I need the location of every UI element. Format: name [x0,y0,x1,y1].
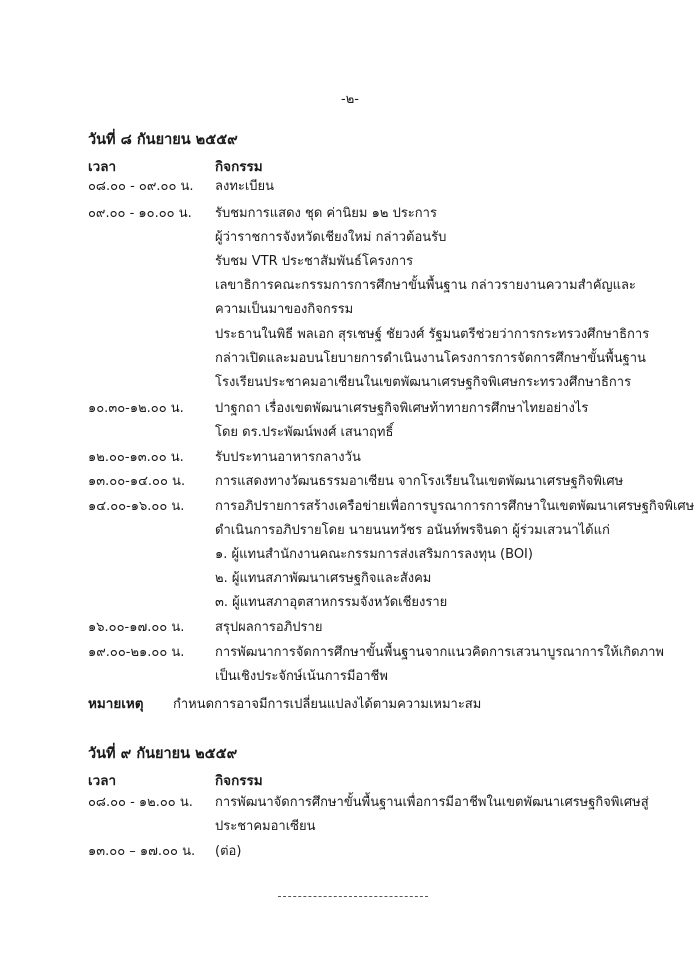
activity-line: ประชาคมอาเซียน [215,819,316,834]
activity-line: ดำเนินการอภิปรายโดย นายนนทวัชร อนันท์พรจินดา ผู้ร่วมเสวนาได้แก่ [215,523,610,538]
time-cell: ๑๙.๐๐-๒๑.๐๐ น. [88,645,185,660]
activity-line: ๑. ผู้แทนสำนักงานคณะกรรมการส่งเสริมการลงทุน (BOI) [215,547,533,562]
time-cell: ๑๓.๐๐ – ๑๗.๐๐ น. [88,844,196,859]
day1-col-activity: กิจกรรม [215,159,263,175]
time-cell: ๑๒.๐๐-๑๓.๐๐ น. [88,450,184,465]
activity-line: สรุปผลการอภิปราย [215,620,323,635]
activity-line: โรงเรียนประชาคมอาเซียนในเขตพัฒนาเศรษฐกิจพิเศษกระทรวงศึกษาธิการ [215,375,632,390]
time-cell: ๐๘.๐๐ - ๑๒.๐๐ น. [88,795,193,810]
activity-line: ประธานในพิธี พลเอก สุรเชษฐ์ ชัยวงศ์ รัฐมนตรีช่วยว่าการกระทรวงศึกษาธิการ [215,327,650,342]
page-number: -๒- [341,92,359,107]
activity-line: ๓. ผู้แทนสภาอุตสาหกรรมจังหวัดเชียงราย [215,595,448,610]
day1-col-time: เวลา [88,159,117,175]
time-cell: ๑๐.๓๐-๑๒.๐๐ น. [88,401,184,416]
activity-line: การพัฒนาการจัดการศึกษาขั้นพื้นฐานจากแนวคิดการเสวนาบูรณาการให้เกิดภาพ [215,645,664,660]
day2-col-time: เวลา [88,773,117,789]
time-cell: ๐๙.๐๐ - ๑๐.๐๐ น. [88,206,192,221]
activity-line: ๒. ผู้แทนสภาพัฒนาเศรษฐกิจและสังคม [215,571,432,586]
activity-line: การอภิปรายการสร้างเครือข่ายเพื่อการบูรณาการการศึกษาในเขตพัฒนาเศรษฐกิจพิเศษ [215,499,695,514]
note-label: หมายเหตุ [88,696,144,712]
time-cell: ๑๖.๐๐-๑๗.๐๐ น. [88,620,185,635]
activity-line: เลขาธิการคณะกรรมการการศึกษาขั้นพื้นฐาน กล่าวรายงานความสำคัญและ [215,278,636,293]
activity-line: (ต่อ) [215,844,242,859]
activity-line: การพัฒนาจัดการศึกษาขั้นพื้นฐานเพื่อการมีอาชีพในเขตพัฒนาเศรษฐกิจพิเศษสู่ [215,795,649,810]
activity-line: ความเป็นมาของกิจกรรม [215,302,354,317]
time-cell: ๐๘.๐๐ - ๐๙.๐๐ น. [88,179,194,194]
activity-line: รับประทานอาหารกลางวัน [215,450,361,465]
activity-line: ปาฐกถา เรื่องเขตพัฒนาเศรษฐกิจพิเศษท้าทายการศึกษาไทยอย่างไร [215,401,589,416]
time-cell: ๑๓.๐๐-๑๔.๐๐ น. [88,474,186,489]
day1-title: วันที่ ๘ กันยายน ๒๕๕๙ [88,132,238,148]
end-separator [278,896,428,897]
day2-title: วันที่ ๙ กันยายน ๒๕๕๙ [88,746,238,762]
day2-col-activity: กิจกรรม [215,773,263,789]
time-cell: ๑๔.๐๐-๑๖.๐๐ น. [88,499,185,514]
activity-line: เป็นเชิงประจักษ์เน้นการมีอาชีพ [215,669,388,684]
activity-line: โดย ดร.ประพัฒน์พงศ์ เสนาฤทธิ์ [215,425,394,440]
activity-line: รับชม VTR ประชาสัมพันธ์โครงการ [215,254,414,269]
activity-line: กล่าวเปิดและมอบนโยบายการดำเนินงานโครงการการจัดการศึกษาขั้นพื้นฐาน [215,351,646,366]
activity-line: ผู้ว่าราชการจังหวัดเชียงใหม่ กล่าวต้อนรับ [215,230,447,245]
activity-line: ลงทะเบียน [215,179,275,194]
activity-line: การแสดงทางวัฒนธรรมอาเซียน จากโรงเรียนในเขตพัฒนาเศรษฐกิจพิเศษ [215,474,624,489]
note-text: กำหนดการอาจมีการเปลี่ยนแปลงได้ตามความเหมาะสม [173,697,482,712]
activity-line: รับชมการแสดง ชุด ค่านิยม ๑๒ ประการ [215,206,437,221]
